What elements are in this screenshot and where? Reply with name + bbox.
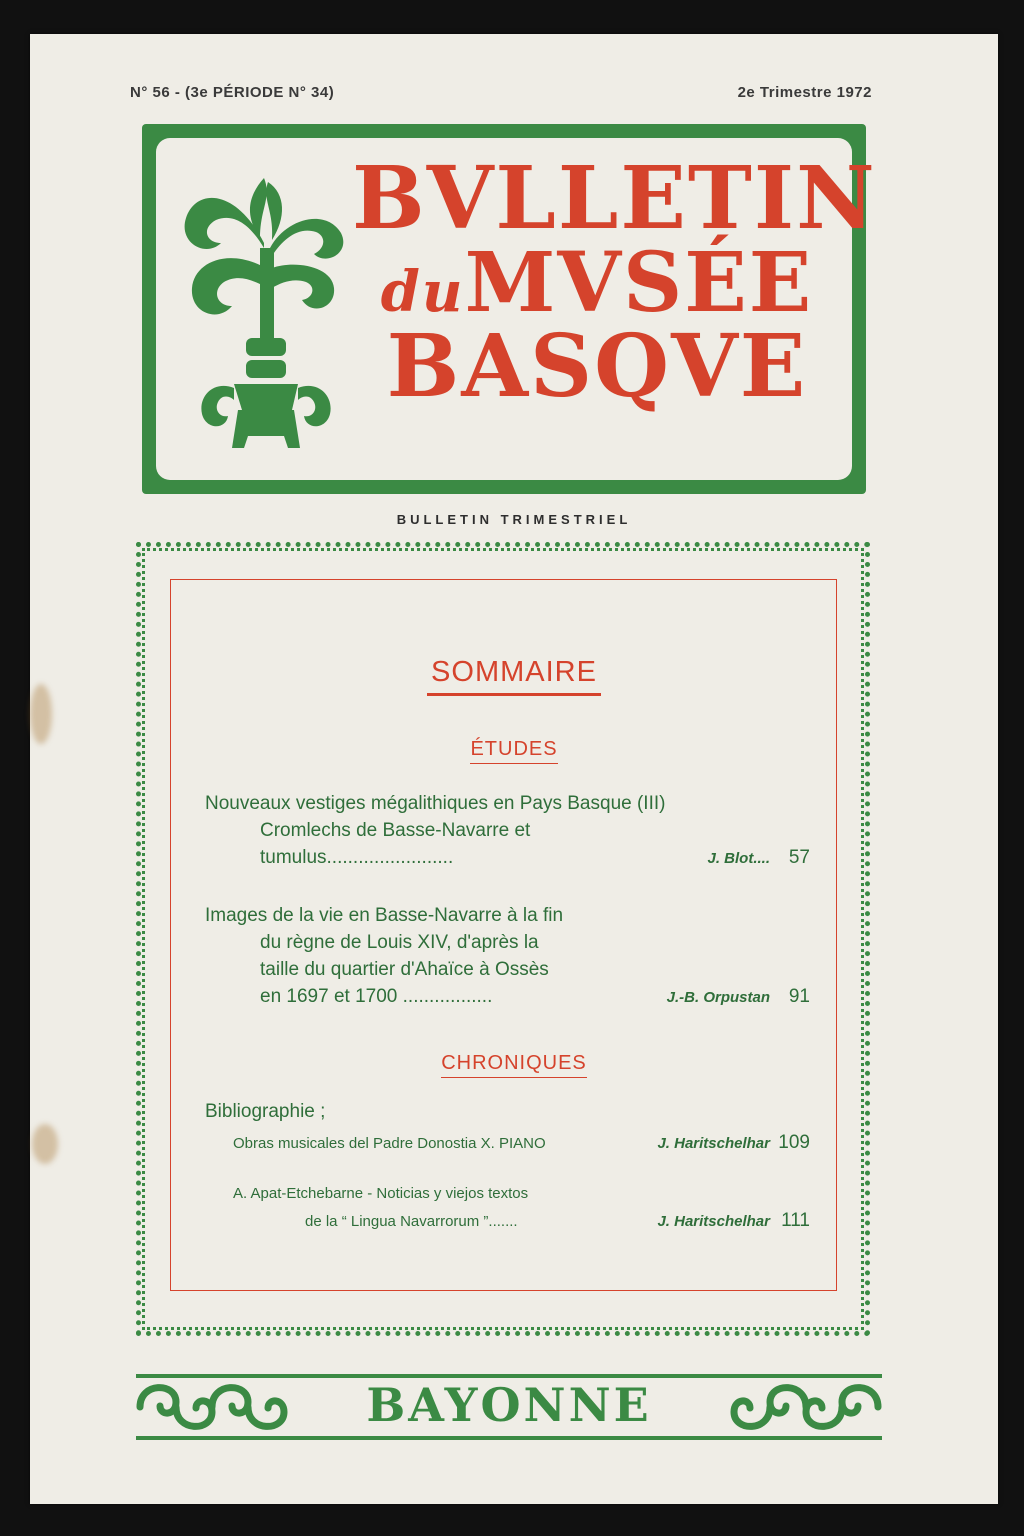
entry-author: J.-B. Orpustan — [666, 989, 770, 1006]
entry-title-line: Obras musicales del Padre Donostia X. PIANO — [233, 1135, 546, 1152]
title-line-bulletin: BVLLETIN — [352, 148, 877, 249]
footer-city: BAYONNE — [366, 1378, 652, 1432]
title-line-musee — [352, 235, 842, 331]
toc-entry — [205, 1180, 810, 1235]
issue-info-line — [130, 84, 872, 101]
entry-title-line: Images de la vie en Basse-Navarre à la fin — [205, 905, 564, 926]
masthead-title — [352, 148, 877, 417]
title-line-basque: BASQVE — [386, 316, 808, 417]
entry-leader-row — [205, 1207, 810, 1235]
entry-leader-row — [205, 844, 810, 872]
entry-title-line: tumulus........................ — [260, 847, 454, 868]
etudes-heading — [30, 738, 998, 764]
title-musee-word: MVSÉE — [464, 235, 814, 331]
entry-title-line: Cromlechs de Basse-Navarre et — [260, 820, 531, 841]
entry-page: 111 — [781, 1210, 810, 1231]
entry-leader-row — [205, 983, 810, 1011]
sommaire-title: SOMMAIRE — [427, 656, 601, 696]
entry-leader-row — [205, 1129, 810, 1157]
entry-page: 57 — [788, 847, 810, 868]
toc-entry — [205, 902, 810, 1011]
entry-title-line: du règne de Louis XIV, d'après la — [260, 932, 539, 953]
entry-title-line: taille du quartier d'Ahaïce à Ossès — [260, 959, 549, 980]
plant-vase-emblem-icon — [176, 148, 356, 468]
entry-title-line: en 1697 et 1700 ................. — [260, 986, 493, 1007]
entry-title-line: Nouveaux vestiges mégalithiques en Pays Basque (III) — [205, 793, 666, 814]
etudes-title: ÉTUDES — [470, 738, 557, 764]
entry-page: 91 — [788, 986, 810, 1007]
entry-page: 109 — [778, 1132, 810, 1153]
masthead-inner — [156, 138, 877, 480]
entry-title-line: A. Apat-Etchebarne - Noticias y viejos textos — [233, 1185, 529, 1202]
sommaire-heading — [30, 656, 998, 696]
subtitle: BULLETIN TRIMESTRIEL — [396, 512, 632, 527]
cover-page — [30, 34, 998, 1504]
footer-banner — [136, 1372, 882, 1442]
issue-date: 2e Trimestre 1972 — [737, 84, 872, 101]
toc-entry — [205, 1129, 810, 1157]
masthead — [142, 124, 877, 494]
entry-author: J. Haritschelhar — [657, 1213, 770, 1230]
entry-title-line: de la “ Lingua Navarrorum ”....... — [305, 1213, 518, 1230]
chroniques-title: CHRONIQUES — [441, 1052, 587, 1078]
issue-number: N° 56 - (3e PÉRIODE N° 34) — [130, 84, 335, 101]
paper-stain — [32, 1124, 58, 1164]
toc-entry — [205, 790, 810, 872]
entry-author: J. Haritschelhar — [657, 1135, 770, 1152]
title-du: du — [380, 259, 465, 325]
entry-author: J. Blot.... — [707, 850, 770, 867]
bibliographie-label: Bibliographie ; — [205, 1101, 326, 1122]
chroniques-heading — [30, 1052, 998, 1078]
